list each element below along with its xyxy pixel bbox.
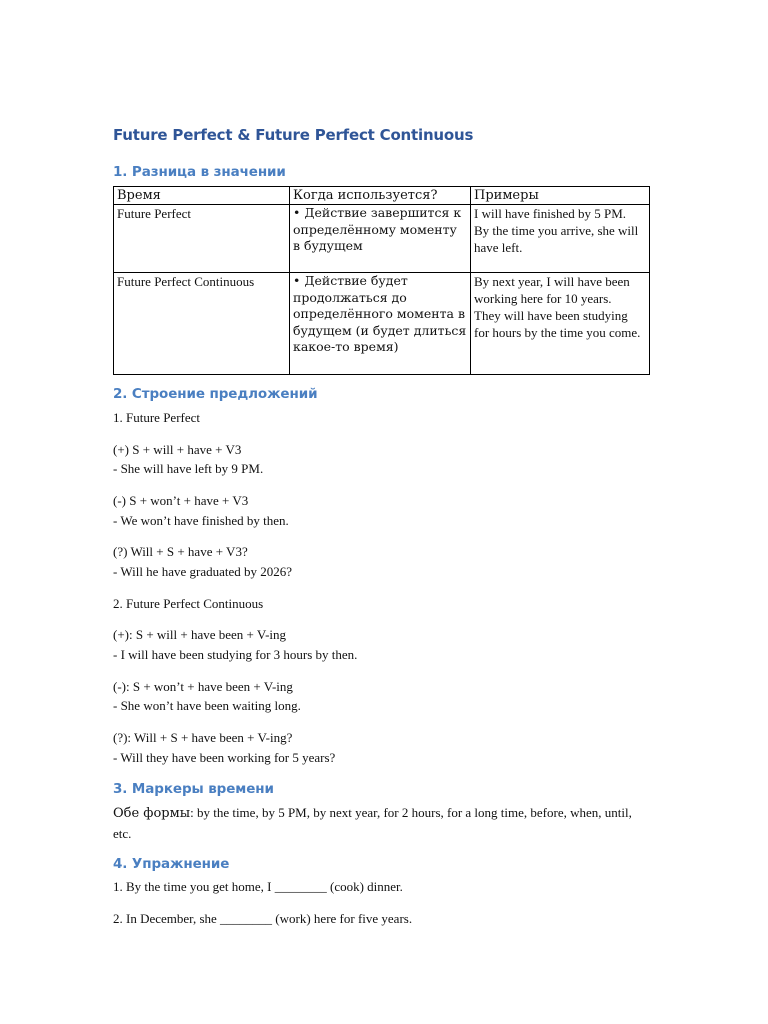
fpc-question-example: - Will they have been working for 5 years? [113,750,336,765]
table-cell-tense: Future Perfect [114,205,290,273]
table-header-row [114,187,650,205]
table-cell-examples [471,205,650,273]
table-cell-examples [471,273,650,375]
fpc-question-formula: (?): Will + S + have been + V-ing? [113,730,293,745]
fpc-positive-example: - I will have been studying for 3 hours by then. [113,647,358,662]
markers-list: : by the time, by 5 PM, by next year, for 2 hours, for a long time, before, when, until, etc. [113,805,632,841]
exercise-item: 1. By the time you get home, I ________ (cook) dinner. [113,879,403,894]
table-cell-usage: • Действие завершится к определённому моменту в будущем [290,205,471,273]
table-row [114,205,650,273]
table-header-cell: Время [114,187,290,205]
example-line: By next year, I will have been working here for 10 years. [474,274,630,306]
fp-positive-example: - She will have left by 9 PM. [113,461,264,476]
section-heading-markers: 3. Маркеры времени [113,781,274,797]
fpc-label: 2. Future Perfect Continuous [113,596,264,611]
table-row [114,273,650,375]
table-cell-tense: Future Perfect Continuous [114,273,290,375]
example-line: They will have been studying for hours by the time you come. [474,308,641,340]
section-heading-meaning: 1. Разница в значении [113,164,286,180]
markers-lead: Обе формы [113,806,191,821]
comparison-table [113,186,650,375]
fpc-negative-example: - She won’t have been waiting long. [113,698,301,713]
table-header-cell: Когда используется? [290,187,471,205]
fpc-negative-formula: (-): S + won’t + have been + V-ing [113,679,293,694]
fp-question-example: - Will he have graduated by 2026? [113,564,293,579]
example-line: I will have finished by 5 PM. [474,206,627,221]
fp-question-formula: (?) Will + S + have + V3? [113,544,248,559]
fp-negative-formula: (-) S + won’t + have + V3 [113,493,249,508]
section-heading-exercise: 4. Упражнение [113,856,230,872]
fpc-positive-formula: (+): S + will + have been + V-ing [113,627,287,642]
fp-negative-example: - We won’t have finished by then. [113,513,289,528]
fp-positive-formula: (+) S + will + have + V3 [113,442,242,457]
exercise-item: 2. In December, she ________ (work) here for five years. [113,911,413,926]
section-heading-structure: 2. Строение предложений [113,386,318,402]
example-line: By the time you arrive, she will have left. [474,223,639,255]
document-title: Future Perfect & Future Perfect Continuous [113,126,474,144]
table-header-cell: Примеры [471,187,650,205]
markers-paragraph [113,803,653,844]
fp-label: 1. Future Perfect [113,410,201,425]
table-cell-usage: • Действие будет продолжаться до определённого момента в будущем (и будет длиться какое-то время) [290,273,471,375]
